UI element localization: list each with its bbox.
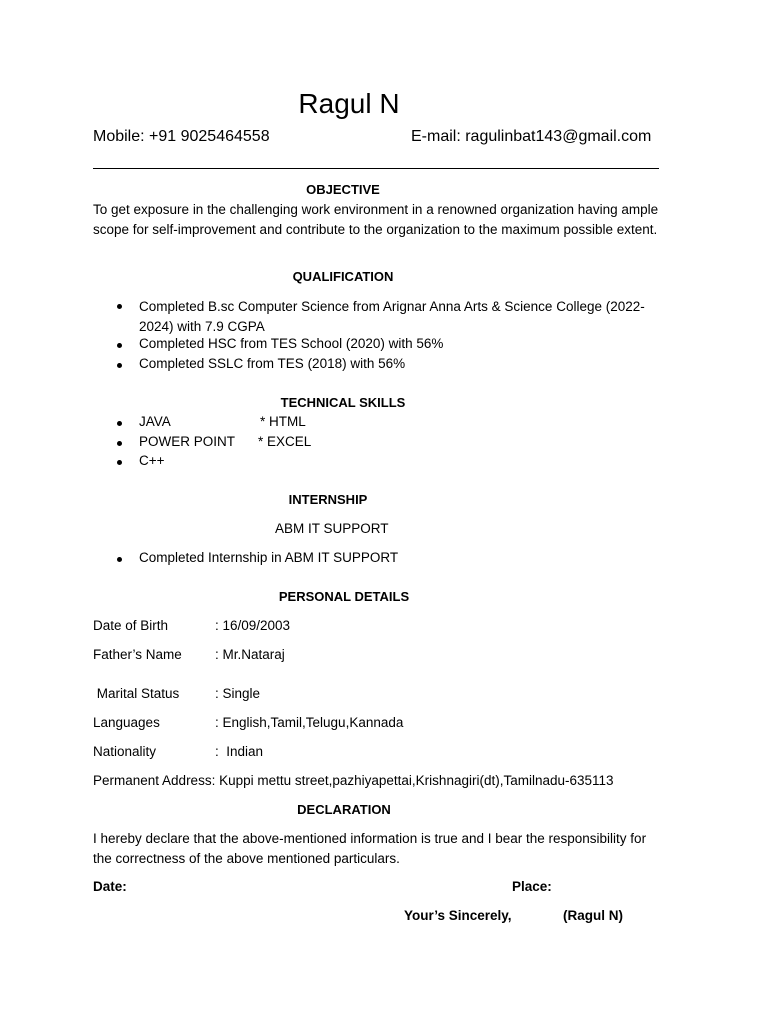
skill-item: C++: [139, 453, 165, 468]
bullet-icon: [117, 363, 122, 368]
objective-heading: OBJECTIVE: [306, 182, 380, 197]
languages-label: Languages: [93, 715, 160, 730]
skills-heading: TECHNICAL SKILLS: [280, 395, 406, 410]
qualification-item: Completed HSC from TES School (2020) with 56%: [139, 336, 444, 351]
father-name-value: : Mr.Nataraj: [215, 647, 285, 662]
nationality-label: Nationality: [93, 744, 157, 759]
qualification-item: Completed SSLC from TES (2018) with 56%: [139, 356, 406, 371]
candidate-name: Ragul N: [298, 88, 400, 119]
date-label: Date:: [93, 879, 127, 894]
objective-text: To get exposure in the challenging work environment in a renowned organization having ample scope for self-improvement and contribute to the organization to the maximum possible extent.: [93, 202, 659, 237]
father-name-label: Father’s Name: [93, 647, 182, 662]
internship-heading: INTERNSHIP: [288, 492, 368, 507]
header-divider: [93, 168, 659, 169]
email-address: E-mail: ragulinbat143@gmail.com: [411, 128, 652, 145]
place-label: Place:: [512, 879, 552, 894]
qualification-heading: QUALIFICATION: [292, 269, 394, 284]
languages-value: : English,Tamil,Telugu,Kannada: [215, 715, 404, 730]
bullet-icon: [117, 421, 122, 426]
internship-item: Completed Internship in ABM IT SUPPORT: [139, 550, 399, 565]
bullet-icon: [117, 441, 122, 446]
declaration-heading: DECLARATION: [297, 802, 391, 817]
sincerely-text: Your’s Sincerely,: [404, 908, 512, 923]
marital-status-label: Marital Status: [93, 686, 180, 701]
marital-status-value: : Single: [215, 686, 261, 701]
skill-item: * HTML: [260, 414, 306, 429]
internship-company: ABM IT SUPPORT: [275, 521, 389, 536]
bullet-icon: [117, 460, 122, 465]
qualification-item: Completed B.sc Computer Science from Arignar Anna Arts & Science College (2022- 2024) with 7.9 CGPA: [139, 299, 645, 334]
dob-value: : 16/09/2003: [215, 618, 291, 633]
skill-item: POWER POINT: [139, 434, 236, 449]
skill-item: JAVA: [139, 414, 171, 429]
personal-heading: PERSONAL DETAILS: [278, 589, 410, 604]
permanent-address: Permanent Address: Kuppi mettu street,pazhiyapettai,Krishnagiri(dt),Tamilnadu-635113: [93, 773, 614, 788]
bullet-icon: [117, 557, 122, 562]
nationality-value: : Indian: [215, 744, 264, 759]
bullet-icon: [117, 304, 122, 309]
declaration-text: I hereby declare that the above-mentioned information is true and I bear the responsibility for the correctness of the above mentioned particulars.: [93, 831, 647, 866]
bullet-icon: [117, 343, 122, 348]
mobile-number: Mobile: +91 9025464558: [93, 128, 270, 145]
skill-item: * EXCEL: [258, 434, 312, 449]
dob-label: Date of Birth: [93, 618, 169, 633]
signature-name: (Ragul N): [563, 908, 623, 923]
